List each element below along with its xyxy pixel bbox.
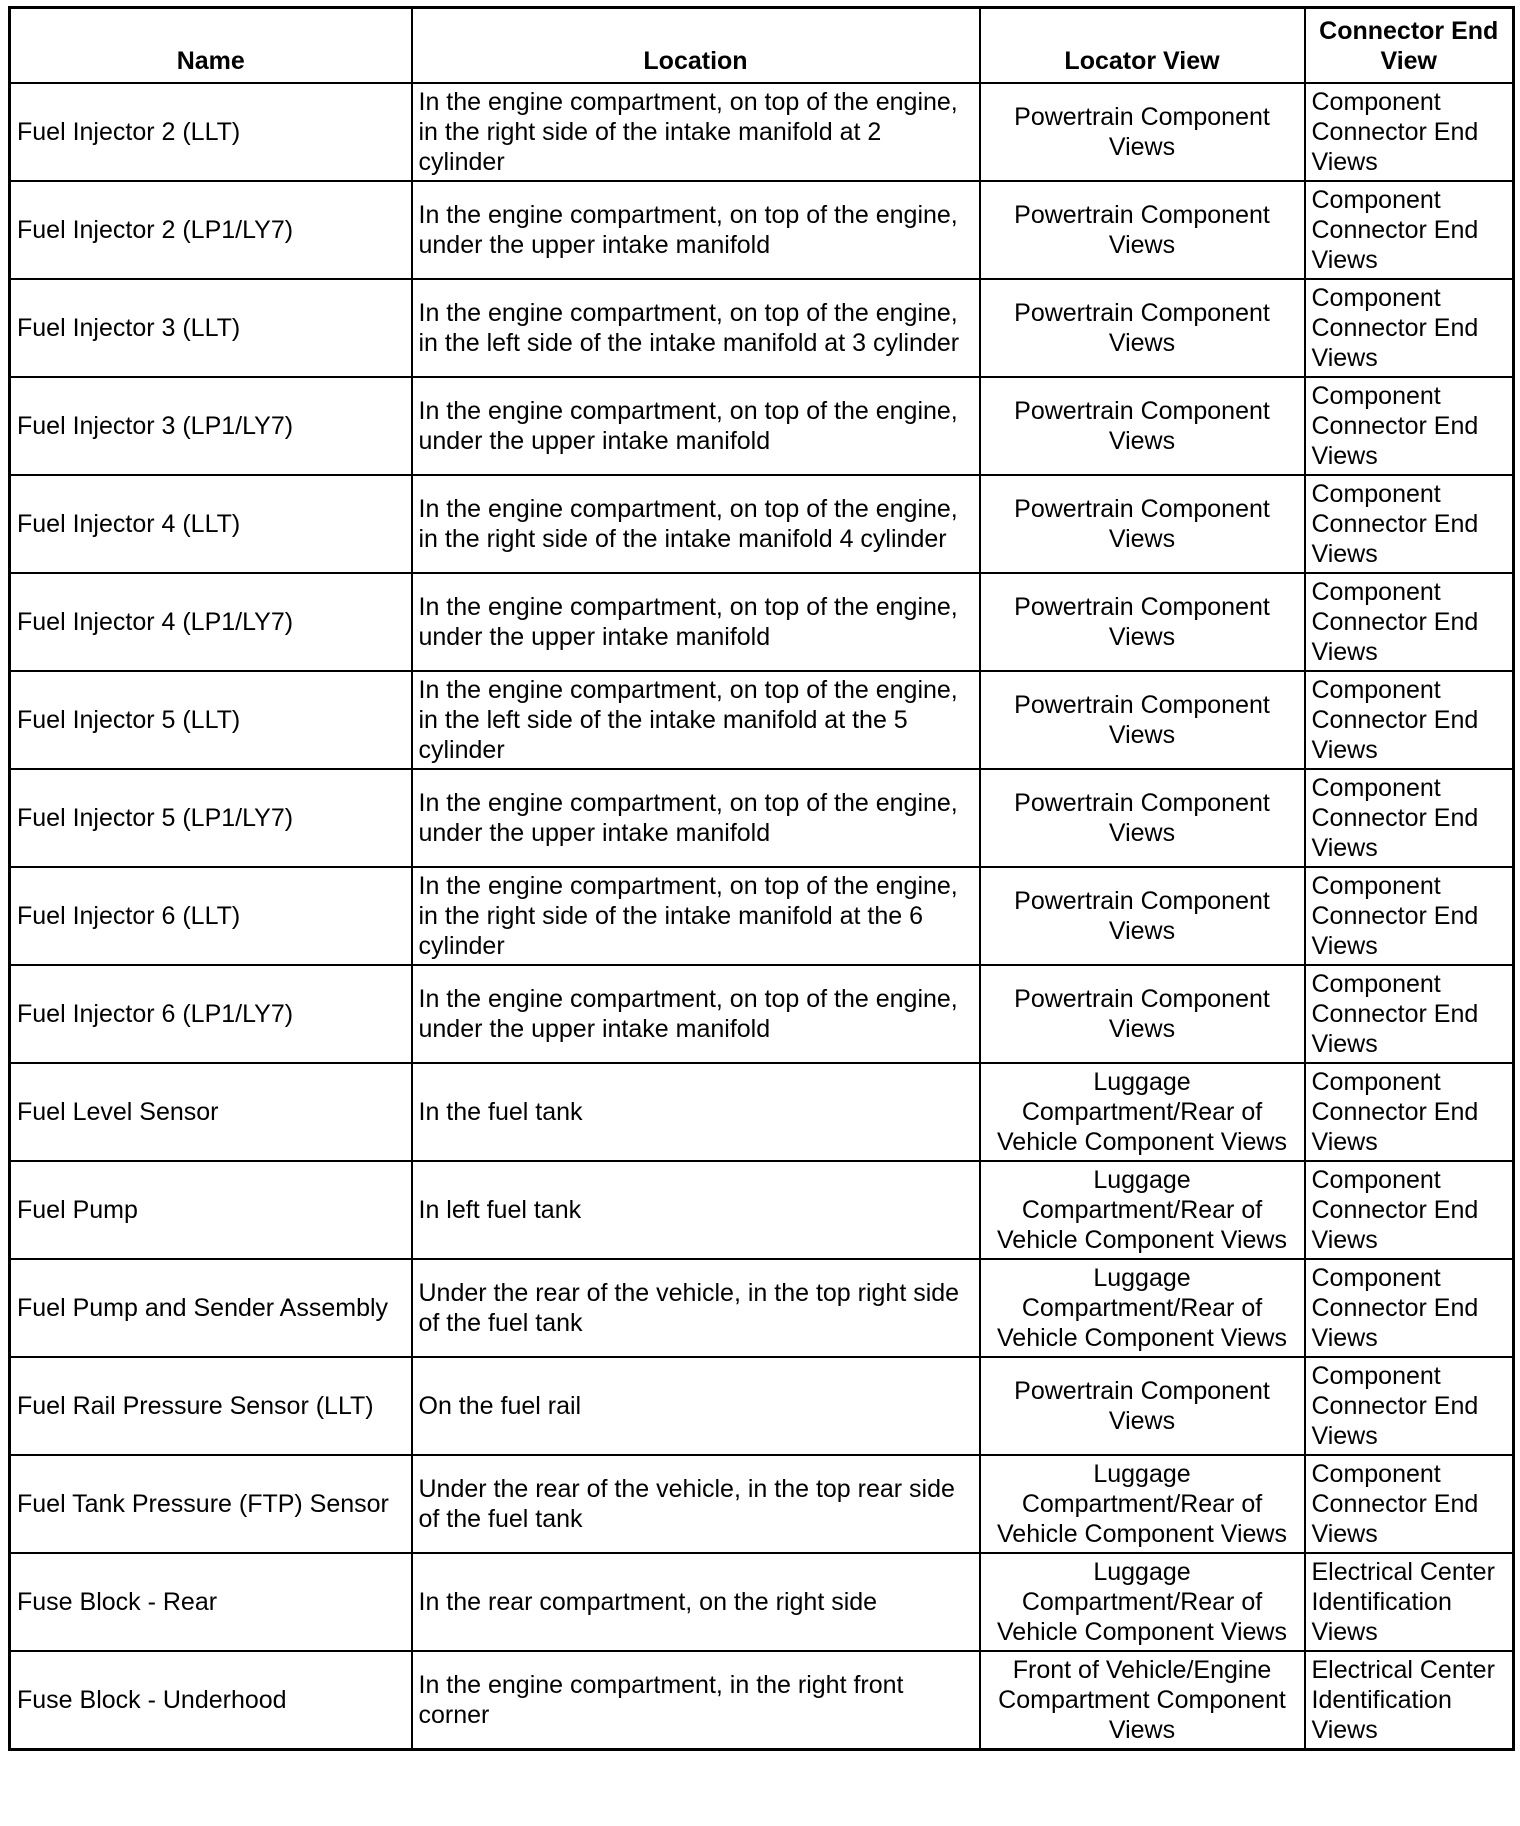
cell-connector-end-view: Component Connector End Views: [1305, 965, 1514, 1063]
cell-locator-view: Powertrain Component Views: [980, 965, 1305, 1063]
cell-locator-view: Luggage Compartment/Rear of Vehicle Component Views: [980, 1259, 1305, 1357]
table-row: [10, 83, 1514, 181]
cell-connector-end-view: Component Connector End Views: [1305, 1259, 1514, 1357]
cell-name: Fuel Pump and Sender Assembly: [10, 1259, 412, 1357]
cell-location: In the engine compartment, on top of the engine, under the upper intake manifold: [412, 377, 980, 475]
component-locator-sheet: [8, 6, 1512, 1751]
table-row: [10, 769, 1514, 867]
cell-connector-end-view: Component Connector End Views: [1305, 181, 1514, 279]
cell-locator-view: Powertrain Component Views: [980, 475, 1305, 573]
table-row: [10, 1651, 1514, 1750]
cell-connector-end-view: Component Connector End Views: [1305, 83, 1514, 181]
cell-locator-view: Luggage Compartment/Rear of Vehicle Component Views: [980, 1553, 1305, 1651]
cell-name: Fuel Injector 2 (LLT): [10, 83, 412, 181]
header-locator-view: Locator View: [980, 8, 1305, 84]
cell-connector-end-view: Component Connector End Views: [1305, 1455, 1514, 1553]
table-row: [10, 475, 1514, 573]
cell-name: Fuel Injector 4 (LLT): [10, 475, 412, 573]
cell-location: On the fuel rail: [412, 1357, 980, 1455]
cell-location: In the engine compartment, on top of the engine, in the right side of the intake manifold at the 6 cylinder: [412, 867, 980, 965]
cell-location: In left fuel tank: [412, 1161, 980, 1259]
cell-location: In the engine compartment, on top of the engine, in the left side of the intake manifold at 3 cylinder: [412, 279, 980, 377]
table-row: [10, 867, 1514, 965]
cell-location: In the engine compartment, on top of the engine, under the upper intake manifold: [412, 769, 980, 867]
cell-locator-view: Powertrain Component Views: [980, 867, 1305, 965]
cell-name: Fuel Injector 5 (LP1/LY7): [10, 769, 412, 867]
cell-connector-end-view: Component Connector End Views: [1305, 769, 1514, 867]
cell-name: Fuel Rail Pressure Sensor (LLT): [10, 1357, 412, 1455]
cell-location: In the engine compartment, on top of the engine, in the left side of the intake manifold at the 5 cylinder: [412, 671, 980, 769]
cell-location: In the engine compartment, on top of the engine, in the right side of the intake manifold 4 cylinder: [412, 475, 980, 573]
table-row: [10, 1357, 1514, 1455]
cell-locator-view: Luggage Compartment/Rear of Vehicle Component Views: [980, 1063, 1305, 1161]
cell-connector-end-view: Component Connector End Views: [1305, 671, 1514, 769]
cell-connector-end-view: Component Connector End Views: [1305, 279, 1514, 377]
cell-locator-view: Luggage Compartment/Rear of Vehicle Component Views: [980, 1455, 1305, 1553]
table-row: [10, 1063, 1514, 1161]
cell-connector-end-view: Electrical Center Identification Views: [1305, 1651, 1514, 1750]
table-row: [10, 573, 1514, 671]
table-row: [10, 377, 1514, 475]
cell-connector-end-view: Component Connector End Views: [1305, 1357, 1514, 1455]
table-row: [10, 1259, 1514, 1357]
cell-location: In the rear compartment, on the right side: [412, 1553, 980, 1651]
table-row: [10, 1161, 1514, 1259]
cell-location: In the fuel tank: [412, 1063, 980, 1161]
cell-location: In the engine compartment, on top of the engine, under the upper intake manifold: [412, 181, 980, 279]
header-connector-end-view: Connector End View: [1305, 8, 1514, 84]
table-row: [10, 279, 1514, 377]
cell-locator-view: Powertrain Component Views: [980, 573, 1305, 671]
header-location: Location: [412, 8, 980, 84]
cell-name: Fuel Injector 3 (LLT): [10, 279, 412, 377]
cell-locator-view: Front of Vehicle/Engine Compartment Component Views: [980, 1651, 1305, 1750]
cell-name: Fuel Level Sensor: [10, 1063, 412, 1161]
cell-location: Under the rear of the vehicle, in the top rear side of the fuel tank: [412, 1455, 980, 1553]
cell-connector-end-view: Component Connector End Views: [1305, 475, 1514, 573]
cell-locator-view: Powertrain Component Views: [980, 671, 1305, 769]
cell-locator-view: Powertrain Component Views: [980, 83, 1305, 181]
cell-name: Fuse Block - Rear: [10, 1553, 412, 1651]
cell-name: Fuel Injector 4 (LP1/LY7): [10, 573, 412, 671]
cell-location: In the engine compartment, on top of the engine, under the upper intake manifold: [412, 573, 980, 671]
table-row: [10, 181, 1514, 279]
cell-name: Fuel Injector 6 (LP1/LY7): [10, 965, 412, 1063]
cell-locator-view: Powertrain Component Views: [980, 181, 1305, 279]
header-name: Name: [10, 8, 412, 84]
cell-name: Fuel Injector 5 (LLT): [10, 671, 412, 769]
cell-name: Fuse Block - Underhood: [10, 1651, 412, 1750]
cell-connector-end-view: Electrical Center Identification Views: [1305, 1553, 1514, 1651]
cell-name: Fuel Injector 6 (LLT): [10, 867, 412, 965]
cell-connector-end-view: Component Connector End Views: [1305, 1063, 1514, 1161]
cell-locator-view: Luggage Compartment/Rear of Vehicle Component Views: [980, 1161, 1305, 1259]
cell-locator-view: Powertrain Component Views: [980, 279, 1305, 377]
table-row: [10, 1553, 1514, 1651]
table-row: [10, 965, 1514, 1063]
cell-connector-end-view: Component Connector End Views: [1305, 377, 1514, 475]
cell-name: Fuel Injector 2 (LP1/LY7): [10, 181, 412, 279]
table-row: [10, 1455, 1514, 1553]
cell-connector-end-view: Component Connector End Views: [1305, 573, 1514, 671]
cell-location: Under the rear of the vehicle, in the top right side of the fuel tank: [412, 1259, 980, 1357]
cell-location: In the engine compartment, on top of the engine, in the right side of the intake manifold at 2 cylinder: [412, 83, 980, 181]
cell-location: In the engine compartment, in the right front corner: [412, 1651, 980, 1750]
cell-locator-view: Powertrain Component Views: [980, 1357, 1305, 1455]
cell-name: Fuel Injector 3 (LP1/LY7): [10, 377, 412, 475]
component-locator-table: [8, 6, 1515, 1751]
cell-name: Fuel Pump: [10, 1161, 412, 1259]
table-row: [10, 671, 1514, 769]
cell-location: In the engine compartment, on top of the engine, under the upper intake manifold: [412, 965, 980, 1063]
cell-connector-end-view: Component Connector End Views: [1305, 867, 1514, 965]
cell-locator-view: Powertrain Component Views: [980, 377, 1305, 475]
cell-name: Fuel Tank Pressure (FTP) Sensor: [10, 1455, 412, 1553]
header-row: [10, 8, 1514, 84]
cell-locator-view: Powertrain Component Views: [980, 769, 1305, 867]
cell-connector-end-view: Component Connector End Views: [1305, 1161, 1514, 1259]
